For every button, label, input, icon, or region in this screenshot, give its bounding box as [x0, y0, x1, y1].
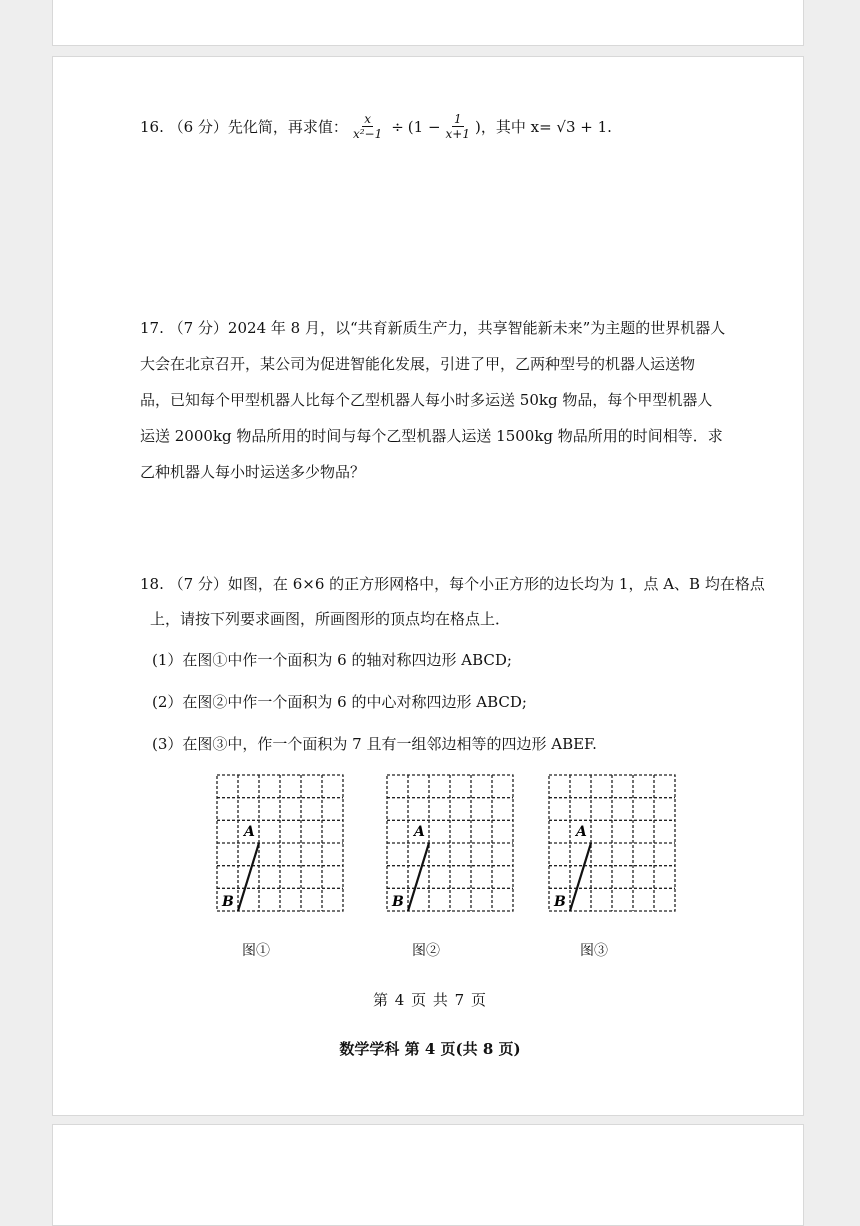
point-a-label-2: A [414, 824, 425, 840]
q16-prefix: 16. （6 分）先化简，再求值： [140, 117, 348, 136]
grid-figure-3 [548, 774, 678, 918]
point-a-label-1: A [244, 824, 255, 840]
figure-2-caption: 图② [412, 943, 440, 959]
segment-ab-3 [570, 843, 591, 911]
question-16 [140, 112, 612, 141]
grid-svg-2 [386, 774, 516, 914]
segment-ab-2 [408, 843, 429, 911]
figure-1-caption: 图① [242, 943, 270, 959]
q17-line-4: 运送 2000kg 物品所用的时间与每个乙型机器人运送 1500kg 物品所用的时间相等．求 [140, 427, 723, 445]
point-b-label-1: B [222, 894, 234, 910]
point-a-label-3: A [576, 824, 587, 840]
grid-svg-1 [216, 774, 346, 914]
q18-line-1: 18. （7 分）如图，在 6×6 的正方形网格中，每个小正方形的边长均为 1，点 A、B 均在格点 [140, 575, 765, 593]
q16-frac2-denominator: x+1 [445, 127, 470, 141]
q16-frac1-denominator: x²−1 [352, 127, 383, 141]
point-b-label-2: B [392, 894, 404, 910]
q18-line-2: 上，请按下列要求画图，所画图形的顶点均在格点上． [150, 610, 511, 628]
q16-frac1-numerator: x [364, 112, 371, 126]
q16-fraction-2 [444, 112, 472, 141]
q17-line-3: 品，已知每个甲型机器人比每个乙型机器人每小时多运送 50kg 物品，每个甲型机器人 [140, 391, 713, 409]
figure-3-caption: 图③ [580, 943, 608, 959]
q16-fraction-1 [351, 112, 384, 141]
q16-suffix: 其中 x= √3 + 1. [495, 117, 612, 136]
next-page-sheet [52, 1124, 804, 1226]
q17-line-2: 大会在北京召开，某公司为促进智能化发展，引进了甲，乙两种型号的机器人运送物 [140, 355, 696, 373]
q18-part-3: (3）在图③中，作一个面积为 7 且有一组邻边相等的四边形 ABEF. [152, 735, 597, 753]
q16-close-paren: )， [475, 117, 496, 136]
grid-figure-1 [216, 774, 346, 918]
grid-figure-2 [386, 774, 516, 918]
segment-ab-1 [238, 843, 259, 911]
grid-svg-3 [548, 774, 678, 914]
q18-part-1: (1）在图①中作一个面积为 6 的轴对称四边形 ABCD; [152, 651, 512, 669]
subject-page-footer: 数学学科 第 4 页(共 8 页) [339, 1040, 521, 1058]
point-b-label-3: B [554, 894, 566, 910]
q17-line-5: 乙种机器人每小时运送多少物品？ [140, 463, 366, 481]
q18-part-2: (2）在图②中作一个面积为 6 的中心对称四边形 ABCD; [152, 693, 527, 711]
page-number-footer: 第 4 页 共 7 页 [373, 991, 487, 1009]
q17-line-1: 17. （7 分）2024 年 8 月，以“共育新质生产力，共享智能新未来”为主题的世界机器人 [140, 319, 726, 337]
q16-divide-sign: ÷ [391, 117, 404, 136]
q16-frac2-numerator: 1 [453, 112, 462, 126]
previous-page-sheet [52, 0, 804, 46]
q16-open-paren: (1 − [407, 117, 441, 136]
